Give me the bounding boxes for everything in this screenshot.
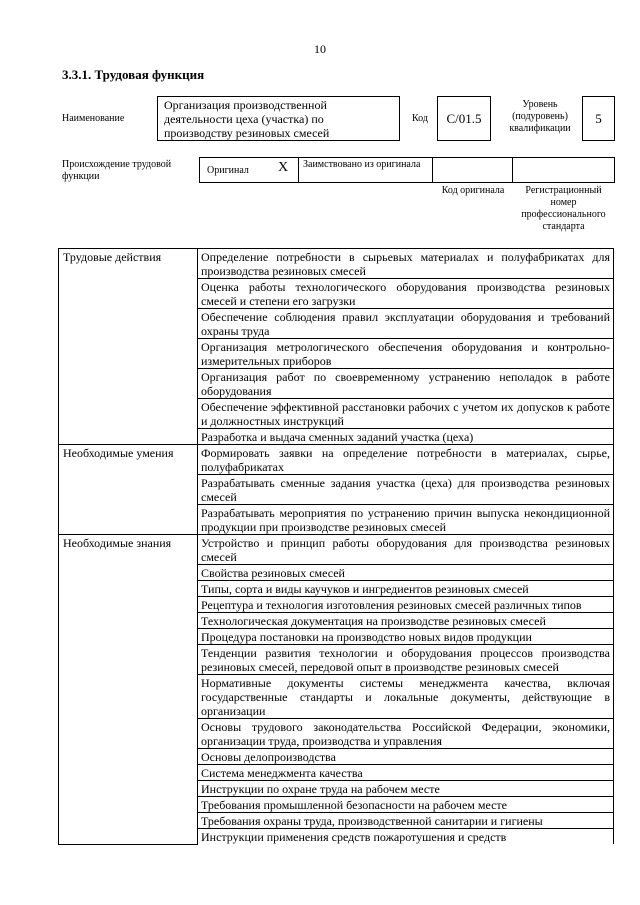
requirement-cell: Разрабатывать сменные задания участка (цеха) для производства резиновых смесей <box>198 475 614 505</box>
reg-number-cell <box>512 157 615 183</box>
requirement-cell: Основы трудового законодательства Российской Федерации, экономики, организации труда, производства и управления <box>198 719 614 749</box>
section-title: 3.3.1. Трудовая функция <box>62 67 205 82</box>
requirement-cell: Нормативные документы системы менеджмента качества, включая государственные стандарты и локальные документы, действующие в организации <box>198 675 614 719</box>
requirement-cell: Система менеджмента качества <box>198 765 614 781</box>
requirement-cell: Технологическая документация на производстве резиновых смесей <box>198 613 614 629</box>
original-label: Оригинал <box>207 165 249 176</box>
original-mark: X <box>278 160 289 175</box>
table-row <box>59 249 614 279</box>
requirement-cell: Требования промышленной безопасности на рабочем месте <box>198 797 614 813</box>
function-code-box: С/01.5 <box>437 96 491 141</box>
requirement-cell: Разрабатывать мероприятия по устранению причин выпуска некондиционной продукции при производстве резиновых смесей <box>198 505 614 535</box>
code-original-cell <box>432 157 513 183</box>
requirement-cell: Обеспечение соблюдения правил эксплуатации оборудования и требований охраны труда <box>198 309 614 339</box>
requirement-cell: Определение потребности в сырьевых материалах и полуфабрикатах для производства резиновых смесей <box>198 249 614 279</box>
page-number: 10 <box>314 42 326 56</box>
table-row <box>59 445 614 475</box>
origin-label: Происхождение трудовой функции <box>62 159 172 182</box>
code-label: Код <box>412 113 428 124</box>
code-original-label: Код оригинала <box>441 185 505 196</box>
borrowed-label: Заимствовано из оригинала <box>303 159 421 170</box>
borrowed-cell <box>298 157 433 183</box>
name-label: Наименование <box>62 113 125 124</box>
qualification-level-box: 5 <box>582 96 615 141</box>
requirement-cell: Обеспечение эффективной расстановки рабочих с учетом их допусков к работе и должностных инструкций <box>198 399 614 429</box>
category-cell: Необходимые умения <box>59 445 198 535</box>
origin-grid <box>199 157 615 183</box>
function-name-box: Организация производственной деятельности цеха (участка) по производству резиновых смесей <box>157 96 400 141</box>
category-cell: Трудовые действия <box>59 249 198 445</box>
original-cell <box>199 157 299 183</box>
requirement-cell: Организация метрологического обеспечения оборудования и контрольно-измерительных приборов <box>198 339 614 369</box>
requirement-cell: Разработка и выдача сменных заданий участка (цеха) <box>198 429 614 445</box>
labor-function-table <box>58 248 614 845</box>
requirement-cell: Оценка работы технологического оборудования производства резиновых смесей и степени его загрузки <box>198 279 614 309</box>
table-row <box>59 535 614 565</box>
requirement-cell: Инструкции применения средств пожаротушения и средств <box>198 829 614 845</box>
requirement-cell: Рецептура и технология изготовления резиновых смесей различных типов <box>198 597 614 613</box>
requirement-cell: Основы делопроизводства <box>198 749 614 765</box>
requirement-cell: Процедура постановки на производство новых видов продукции <box>198 629 614 645</box>
table-body <box>59 249 614 845</box>
requirement-cell: Организация работ по своевременному устранению неполадок в работе оборудования <box>198 369 614 399</box>
level-label: Уровень (подуровень) квалификации <box>509 99 571 134</box>
requirement-cell: Тенденции развития технологии и оборудования процессов производства резиновых смесей, передовой опыт в производстве резиновых смесей <box>198 645 614 675</box>
requirement-cell: Свойства резиновых смесей <box>198 565 614 581</box>
requirement-cell: Типы, сорта и виды каучуков и ингредиентов резиновых смесей <box>198 581 614 597</box>
requirement-cell: Устройство и принцип работы оборудования для производства резиновых смесей <box>198 535 614 565</box>
requirement-cell: Формировать заявки на определение потребности в материалах, сырье, полуфабрикатах <box>198 445 614 475</box>
requirement-cell: Требования охраны труда, производственной санитарии и гигиены <box>198 813 614 829</box>
category-cell: Необходимые знания <box>59 535 198 845</box>
requirement-cell: Инструкции по охране труда на рабочем месте <box>198 781 614 797</box>
reg-number-label: Регистрационный номер профессионального стандарта <box>521 185 606 232</box>
